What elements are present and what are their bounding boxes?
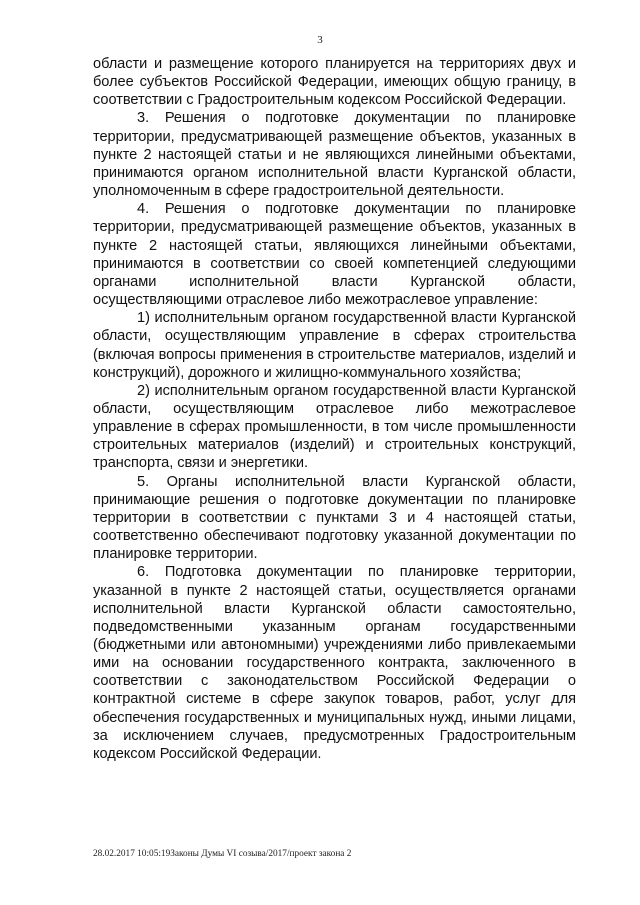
paragraph-continuation: области и размещение которого планируется на территориях двух и более субъектов Российской Федерации, имеющих общую границу, в соответствии с Градостроительным кодексом Российской Федерации. [93,56,576,109]
subitem-1: 1) исполнительным органом государственной власти Курганской области, осуществляющим управление в сферах строительства (включая вопросы применения в строительстве материалов, изделий и конструкций), дорожного и жилищно-коммунального хозяйства; [93,310,576,381]
paragraph-item-6: 6. Подготовка документации по планировке территории, указанной в пункте 2 настоящей статьи, осуществляется органами исполнительной власти Курганской области самостоятельно, подведомственными указанным органам государственными (бюджетными или автономными) учреждениями либо привлекаемыми ими на основании государственного контракта, заключенного в соответствии с законодательством Российской Федерации о контрактной системе в сфере закупок товаров, работ, услуг для обеспечения государственных и муниципальных нужд, иными лицами, за исключением случаев, предусмотренных Градостроительным кодексом Российской Федерации. [93,564,576,762]
subitem-2: 2) исполнительным органом государственной власти Курганской области, осуществляющим отраслевое либо межотраслевое управление в сферах промышленности, в том числе промышленности строительных материалов (изделий) и строительных конструкций, транспорта, связи и энергетики. [93,382,576,472]
document-footer: 28.02.2017 10:05:19Законы Думы VI созыва/2017/проект закона 2 [93,849,352,859]
paragraph-item-4: 4. Решения о подготовке документации по планировке территории, предусматривающей размещение объектов, указанных в пункте 2 настоящей статьи, являющихся линейными объектами, принимаются в соответствии со своей компетенцией следующими органами исполнительной власти Курганской области, осуществляющими отраслевое либо межотраслевое управление: [93,201,576,309]
paragraph-item-5: 5. Органы исполнительной власти Курганской области, принимающие решения о подготовке документации по планировке территории в соответствии с пунктами 3 и 4 настоящей статьи, соответственно обеспечивают подготовку указанной документации по планировке территории. [93,473,576,563]
paragraph-item-3: 3. Решения о подготовке документации по планировке территории, предусматривающей размещение объектов, указанных в пункте 2 настоящей статьи и не являющихся линейными объектами, принимаются органом исполнительной власти Курганской области, уполномоченным в сфере градостроительной деятельности. [93,110,576,200]
document-body [93,55,576,763]
page-number: 3 [317,34,323,46]
